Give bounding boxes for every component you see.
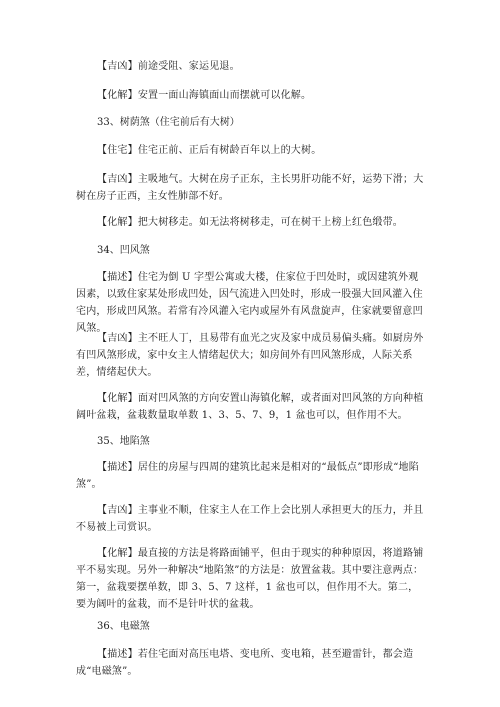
tag-label: 【化解】 — [97, 548, 138, 559]
paragraph-text: 面对凹风煞的方向安置山海镇化解，或者面对凹风煞的方向种植阔叶盆栽，盆栽数量取单数 1、3、5、7、9，1 盆也可以，但作用不大。 — [76, 393, 424, 421]
paragraph-text: 主不旺人丁，且易带有血光之灾及家中成员易偏头痛。如厨房外有凹风煞形成，家中女主人情绪起伏大；如房间外有凹风煞形成，人际关系差，情绪起伏大。 — [76, 333, 424, 378]
paragraph-remedy-2 — [76, 214, 428, 231]
section-heading-35: 35、地陷煞 — [97, 436, 150, 447]
tag-label: 【吉凶】 — [97, 333, 138, 344]
tag-label: 【化解】 — [97, 217, 138, 228]
paragraph-text: 住宅正前、正后有树龄百年以上的大树。 — [137, 145, 322, 156]
tag-label: 【住宅】 — [97, 145, 138, 156]
paragraph-description-2 — [76, 459, 428, 493]
paragraph-residence — [76, 142, 428, 159]
section-heading-33: 33、树荫煞（住宅前后有大树） — [97, 117, 240, 128]
paragraph-text: 主事业不顺，住家主人在工作上会比别人承担更大的压力，并且不易被上司赏识。 — [76, 505, 424, 533]
tag-label: 【吉凶】 — [97, 174, 138, 185]
tag-label: 【描述】 — [97, 272, 138, 283]
paragraph-text: 住宅为倒 U 字型公寓或大楼，住家位于凹处时，或因建筑外观因素，以致住家某处形成凹处，因气流进入凹处时，形成一股强大回风灌入住宅内，形成凹风煞。若常有冷风灌入宅内或屋外有风盘旋声，住家就要留意凹风煞。 — [76, 272, 423, 334]
paragraph-fortune-3 — [76, 330, 428, 381]
tag-label: 【描述】 — [97, 462, 138, 473]
paragraph-text: 前途受阻、家运见退。 — [137, 61, 240, 72]
tag-label: 【化解】 — [97, 393, 138, 404]
tag-label: 【吉凶】 — [97, 61, 138, 72]
paragraph-description-1 — [76, 269, 428, 337]
paragraph-text: 把大树移走。如无法将树移走，可在树干上榜上红色缎带。 — [137, 217, 404, 228]
tag-label: 【吉凶】 — [97, 505, 138, 516]
paragraph-text: 主吸地气。大树在房子正东，主长男肝功能不好，运势下滑；大树在房子正西，主女性肺部不好。 — [76, 174, 424, 202]
paragraph-text: 最直接的方法是将路面铺平，但由于现实的种种原因，将道路铺平不易实现。另外一种解决“地陷煞”的方法是：放置盆栽。其中要注意两点：第一，盆栽要摆单数，即 3、5、7 这样，1 盆也可以，但作用不大。第二，要为阔叶的盆栽，而不是针叶状的盆栽。 — [76, 548, 424, 610]
paragraph-remedy-1 — [76, 87, 428, 104]
tag-label: 【描述】 — [97, 649, 138, 660]
paragraph-description-3 — [76, 646, 428, 680]
paragraph-fortune-1 — [76, 58, 428, 75]
paragraph-text: 若住宅面对高压电塔、变电所、变电箱，甚至避雷针，都会造成“电磁煞”。 — [76, 649, 414, 677]
tag-label: 【化解】 — [97, 90, 138, 101]
paragraph-fortune-2 — [76, 171, 428, 205]
paragraph-text: 安置一面山海镇面山而摆就可以化解。 — [137, 90, 312, 101]
section-heading-36: 36、电磁煞 — [97, 621, 150, 632]
paragraph-text: 居住的房屋与四周的建筑比起来是相对的“最低点”即形成“地陷煞”。 — [76, 462, 419, 490]
paragraph-fortune-4 — [76, 502, 428, 536]
paragraph-remedy-3 — [76, 390, 428, 424]
section-heading-34: 34、凹风煞 — [97, 245, 150, 256]
paragraph-remedy-4 — [76, 545, 428, 613]
